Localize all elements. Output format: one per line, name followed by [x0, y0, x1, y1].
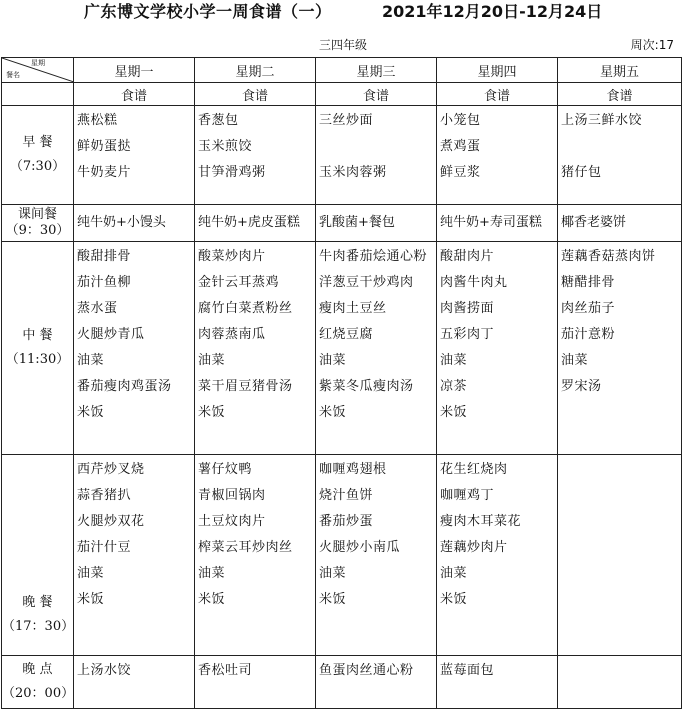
menu-cell [195, 242, 316, 455]
dish: 茄汁意粉 [561, 327, 616, 342]
menu-cell [316, 205, 437, 242]
dish: 烧汁鱼饼 [319, 488, 374, 503]
dish: 油菜 [198, 353, 226, 368]
menu-cell [558, 205, 682, 242]
dish: 凉茶 [440, 379, 468, 394]
meal-label [2, 205, 74, 242]
date-range: 2021年12月20日-12月24日 [382, 2, 603, 21]
dish: 土豆炆肉片 [198, 514, 266, 529]
meal-name: 课间餐 [17, 207, 57, 222]
dish: 鲜豆浆 [440, 165, 481, 180]
dish [561, 402, 681, 428]
menu-cell [316, 106, 437, 205]
dish: 油菜 [77, 353, 105, 368]
dish: 茄汁什豆 [77, 540, 132, 555]
menu-cell [437, 106, 558, 205]
dish: 三丝炒面 [319, 113, 374, 128]
corner-cell [2, 58, 74, 83]
dish: 米饭 [77, 592, 105, 607]
dish: 瘦肉土豆丝 [319, 301, 387, 316]
dish: 米饭 [198, 405, 226, 420]
dish: 酸甜排骨 [77, 249, 132, 264]
dish: 煮鸡蛋 [440, 139, 481, 154]
menu-cell [316, 656, 437, 709]
menu-cell [195, 455, 316, 656]
dish: 咖喱鸡丁 [440, 488, 495, 503]
dish: 油菜 [440, 353, 468, 368]
dish [561, 136, 681, 162]
dish: 红烧豆腐 [319, 327, 374, 342]
dish: 油菜 [440, 566, 468, 581]
dish: 小笼包 [440, 113, 481, 128]
meal-label [2, 106, 74, 205]
recipe-label: 食谱 [316, 83, 437, 106]
menu-cell [74, 106, 195, 205]
weekly-menu-table [1, 57, 682, 709]
dish: 薯仔炆鸭 [198, 462, 253, 477]
dish: 香松吐司 [198, 663, 253, 678]
menu-cell [74, 242, 195, 455]
dish: 火腿炒双花 [77, 514, 145, 529]
menu-cell [558, 455, 682, 656]
dish: 金针云耳蒸鸡 [198, 275, 280, 290]
dish: 燕松糕 [77, 113, 118, 128]
menu-cell [437, 455, 558, 656]
corner-meal-label: 餐名 [6, 71, 20, 79]
menu-cell [74, 205, 195, 242]
dish: 油菜 [319, 353, 347, 368]
dish: 酸菜炒肉片 [198, 249, 266, 264]
day-header: 星期三 [316, 58, 437, 83]
dish: 酸甜肉片 [440, 249, 495, 264]
meal-name: 早 餐 [22, 135, 53, 150]
dish: 蒜香猪扒 [77, 488, 132, 503]
dish: 洋葱豆干炒鸡肉 [319, 275, 414, 290]
menu-cell [195, 656, 316, 709]
dish: 蓝莓面包 [440, 663, 495, 678]
dish: 罗宋汤 [561, 379, 602, 394]
dish: 蒸水蛋 [77, 301, 118, 316]
menu-cell [558, 242, 682, 455]
menu-cell [316, 455, 437, 656]
meal-label [2, 455, 74, 656]
dish: 肉酱牛肉丸 [440, 275, 508, 290]
day-header-row [2, 58, 682, 83]
meal-time: （7:30） [9, 159, 66, 174]
dish: 乳酸菌+餐包 [319, 215, 395, 230]
menu-cell [437, 242, 558, 455]
dish: 火腿炒青瓜 [77, 327, 145, 342]
meal-name: 晚 点 [22, 662, 53, 677]
meal-name: 晚 餐 [22, 595, 53, 610]
menu-cell [558, 106, 682, 205]
dish: 米饭 [319, 405, 347, 420]
dish: 椰香老婆饼 [561, 215, 627, 230]
dish: 花生红烧肉 [440, 462, 508, 477]
dish: 青椒回锅肉 [198, 488, 266, 503]
dish [561, 459, 681, 485]
dish: 油菜 [319, 566, 347, 581]
menu-cell [558, 656, 682, 709]
dish: 糖醋排骨 [561, 275, 616, 290]
dish: 莲藕香菇蒸肉饼 [561, 249, 656, 264]
dish: 上汤三鲜水饺 [561, 113, 643, 128]
dish: 香葱包 [198, 113, 239, 128]
dish: 紫菜冬瓜瘦肉汤 [319, 379, 414, 394]
menu-cell [195, 205, 316, 242]
meal-row-snack [2, 205, 682, 242]
dish: 番茄炒蛋 [319, 514, 374, 529]
meal-row-night-snack [2, 656, 682, 709]
day-header: 星期五 [558, 58, 682, 83]
dish [561, 660, 681, 686]
empty-cell [2, 83, 74, 106]
dish: 纯牛奶+小馒头 [77, 215, 166, 230]
dish: 猪仔包 [561, 165, 602, 180]
day-header: 星期二 [195, 58, 316, 83]
dish: 肉丝茄子 [561, 301, 616, 316]
dish: 鱼蛋肉丝通心粉 [319, 663, 414, 678]
meal-time: （20：00） [2, 686, 75, 701]
dish: 油菜 [561, 353, 589, 368]
day-header: 星期四 [437, 58, 558, 83]
recipe-label: 食谱 [195, 83, 316, 106]
dish: 五彩肉丁 [440, 327, 495, 342]
dish: 玉米煎饺 [198, 139, 253, 154]
meal-time: （9：30） [5, 223, 70, 238]
dish: 莲藕炒肉片 [440, 540, 508, 555]
dish: 肉酱捞面 [440, 301, 495, 316]
meal-row-dinner [2, 455, 682, 656]
dish: 米饭 [198, 592, 226, 607]
dish: 西芹炒叉烧 [77, 462, 145, 477]
page-title [0, 0, 682, 28]
dish: 米饭 [440, 592, 468, 607]
dish: 甘笋滑鸡粥 [198, 165, 266, 180]
menu-cell [74, 656, 195, 709]
recipe-label: 食谱 [74, 83, 195, 106]
meal-label [2, 242, 74, 455]
week-number: 周次:17 [630, 38, 674, 52]
dish: 米饭 [77, 405, 105, 420]
dish: 米饭 [440, 405, 468, 420]
dish [319, 136, 436, 162]
meal-name: 中 餐 [22, 328, 53, 343]
dish: 玉米肉蓉粥 [319, 165, 387, 180]
dish: 纯牛奶+虎皮蛋糕 [198, 215, 300, 230]
meal-time: （17：30） [2, 619, 75, 634]
corner-day-label: 星期 [31, 59, 45, 67]
menu-title: 广东博文学校小学一周食谱（一） [84, 2, 332, 21]
menu-cell [437, 656, 558, 709]
dish: 牛肉番茄烩通心粉 [319, 249, 428, 264]
grade-label: 三四年级 [319, 38, 368, 52]
dish: 榨菜云耳炒肉丝 [198, 540, 293, 555]
menu-cell [74, 455, 195, 656]
dish: 鲜奶蛋挞 [77, 139, 132, 154]
dish: 菜干眉豆猪骨汤 [198, 379, 293, 394]
dish: 油菜 [198, 566, 226, 581]
dish: 米饭 [319, 592, 347, 607]
dish: 番茄瘦肉鸡蛋汤 [77, 379, 172, 394]
dish: 牛奶麦片 [77, 165, 132, 180]
recipe-label: 食谱 [558, 83, 682, 106]
dish: 茄汁鱼柳 [77, 275, 132, 290]
meal-time: （11:30） [5, 352, 70, 367]
menu-cell [316, 242, 437, 455]
day-header: 星期一 [74, 58, 195, 83]
dish: 腐竹白菜煮粉丝 [198, 301, 293, 316]
menu-cell [437, 205, 558, 242]
dish: 瘦肉木耳菜花 [440, 514, 522, 529]
meal-row-lunch [2, 242, 682, 455]
dish: 纯牛奶+寿司蛋糕 [440, 215, 542, 230]
meal-row-breakfast [2, 106, 682, 205]
menu-cell [195, 106, 316, 205]
dish: 火腿炒小南瓜 [319, 540, 401, 555]
dish: 油菜 [77, 566, 105, 581]
recipe-label: 食谱 [437, 83, 558, 106]
dish: 咖喱鸡翅根 [319, 462, 387, 477]
meal-label [2, 656, 74, 709]
dish: 上汤水饺 [77, 663, 132, 678]
recipe-label-row [2, 83, 682, 106]
dish: 肉蓉蒸南瓜 [198, 327, 266, 342]
